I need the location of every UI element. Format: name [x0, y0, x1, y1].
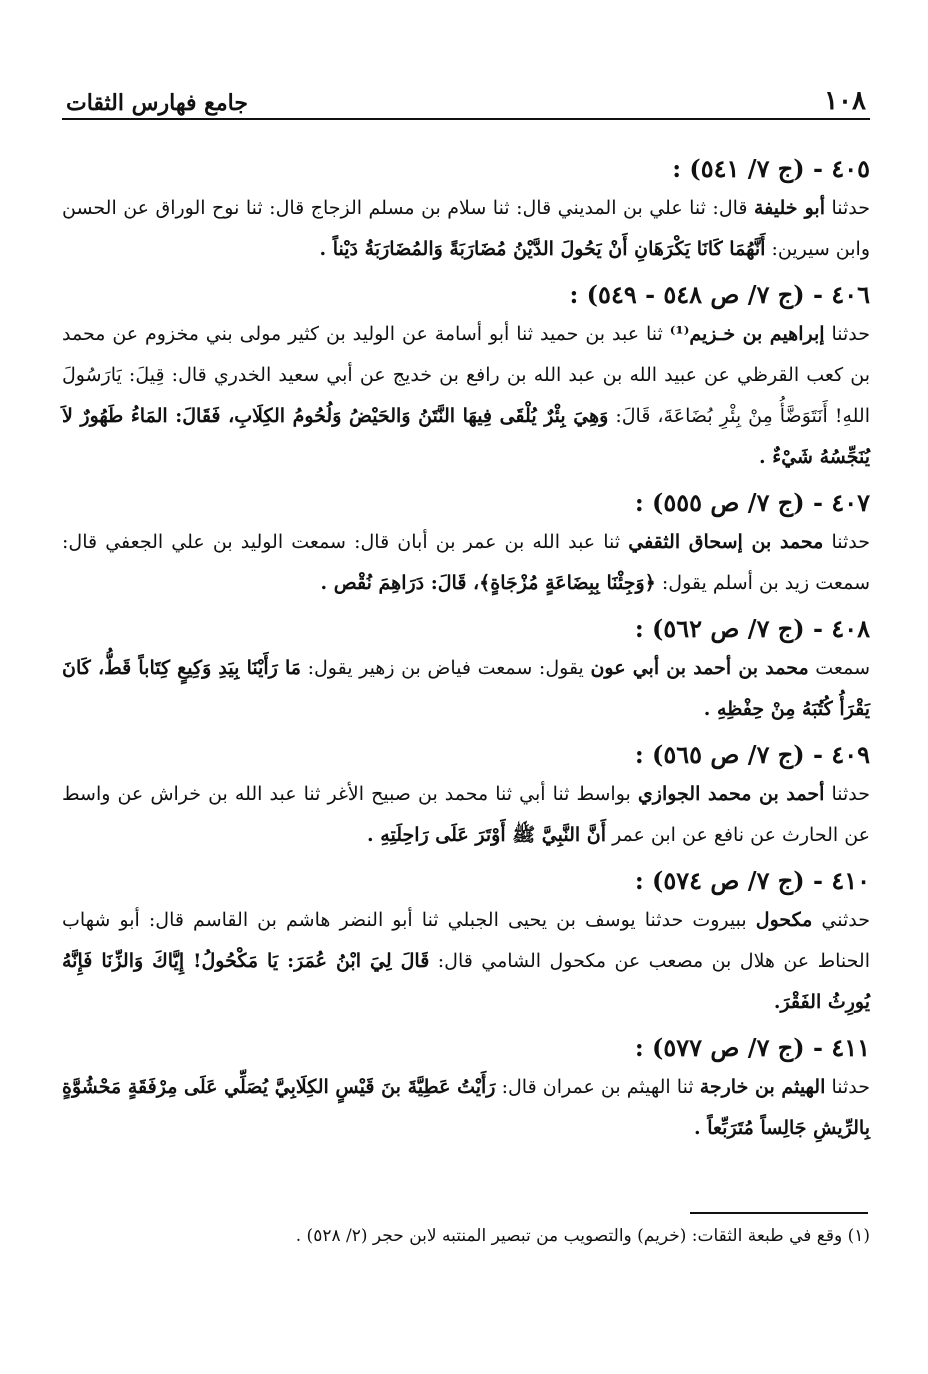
narrator-name: مكحول [755, 909, 813, 931]
entry-body [62, 900, 870, 1023]
entry-body [62, 1067, 870, 1149]
entry-body [62, 774, 870, 856]
document-page [62, 78, 870, 1155]
entry-406 [62, 276, 870, 478]
page-number: ١٠٨ [824, 86, 866, 116]
entry-quote: وَهِيَ بِئْرٌ يُلْقَى فِيهَا النَّتَنُ وَالحَيْضُ وَلُحُومُ الكِلَابِ، فَقَالَ: المَاءُ طَهُورٌ لاَ يُنَجِّسُهُ شَيْءٌ . [62, 405, 870, 468]
entry-409 [62, 736, 870, 856]
entry-intro: حدثنا [831, 1076, 871, 1098]
entry-quote: رَأَيْتُ عَطِيَّةَ بنَ قَيْسٍ الكِلَابِيَّ يُصَلِّي عَلَى مِرْفَقَةٍ مَحْشُوَّةٍ بِالرِّيشِ جَالِساً مُتَرَبِّعاً . [62, 1076, 870, 1139]
entry-heading: ٤٠٧ - (ج ٧/ ص ٥٥٥) : [634, 488, 870, 517]
entry-heading: ٤١٠ - (ج ٧/ ص ٥٧٤) : [634, 866, 870, 895]
narrator-name: إبراهيم بن خـزيم⁽¹⁾ [669, 323, 825, 345]
entry-intro: حدثني [821, 909, 870, 931]
entry-408 [62, 610, 870, 730]
entry-body [62, 314, 870, 478]
entry-quote: قَالَ لِيَ ابْنُ عُمَرَ: يَا مَكْحُولُ! إِيَّاكَ وَالزِّنَا فَإِنَّهُ يُورِثُ الفَقْرَ. [62, 950, 870, 1013]
entry-body [62, 522, 870, 604]
entry-heading: ٤١١ - (ج ٧/ ص ٥٧٧) : [634, 1033, 870, 1062]
entry-heading: ٤٠٦ - (ج ٧/ ص ٥٤٨ - ٥٤٩) : [569, 280, 870, 309]
entry-411 [62, 1029, 870, 1149]
entry-body [62, 648, 870, 730]
narrator-name: الهيثم بن خارجة [699, 1076, 826, 1098]
entry-text: قال: ثنا علي بن المديني قال: ثنا سلام بن مسلم الزجاج قال: ثنا نوح الوراق عن الحسن وابن سيرين: [62, 197, 870, 260]
entry-heading: ٤٠٥ - (ج ٧/ ٥٤١) : [672, 154, 870, 183]
entry-text: بواسط ثنا أبي ثنا محمد بن صبيح الأغر ثنا عبد الله بن خراش عن واسط عن الحارث عن نافع عن ابن عمر [62, 783, 870, 846]
entry-text: ثنا الهيثم بن عمران قال: [501, 1076, 694, 1098]
entry-intro: سمعت [815, 657, 870, 679]
entry-intro: حدثنا [831, 197, 870, 219]
entry-quote: مَا رَأَيْنَا بِيَدِ وَكِيعٍ كِتَاباً قَطُّ، كَانَ يَقْرَأُ كُتُبَهُ مِنْ حِفْظِهِ . [62, 657, 870, 720]
entry-410 [62, 862, 870, 1023]
footnote: (١) وقع في طبعة الثقات: (خريم) والتصويب من تبصير المنتبه لابن حجر (٢/ ٥٢٨) . [295, 1226, 870, 1246]
entry-intro: حدثنا [831, 783, 870, 805]
entry-text: ثنا عبد بن حميد ثنا أبو أسامة عن الوليد بن كثير مولى بني مخزوم عن محمد بن كعب القرظي عن عبيد الله بن عبد الله بن رافع بن خديج عن أبي سعيد الخدري قال: قِيلَ: يَارَسُولَ اللهِ! أَنَتَوَضَّأُ مِنْ بِئْرِ بُضَاعَةَ، قَالَ: [62, 323, 870, 427]
entry-text: ببيروت حدثنا يوسف بن يحيى الجبلي ثنا أبو النضر هاشم بن القاسم قال: أبو شهاب الحناط عن هلال بن مصعب عن مكحول الشامي قال: [62, 909, 871, 972]
narrator-name: محمد بن إسحاق الثقفي [628, 531, 824, 553]
entry-text: يقول: سمعت فياض بن زهير يقول: [307, 657, 584, 679]
entry-405 [62, 150, 870, 270]
entry-407 [62, 484, 870, 604]
page-header [62, 78, 870, 120]
entry-intro: حدثنا [831, 323, 870, 345]
entry-heading: ٤٠٨ - (ج ٧/ ص ٥٦٢) : [634, 614, 870, 643]
narrator-name: محمد بن أحمد بن أبي عون [590, 657, 809, 679]
entry-quote: أَنَّهُمَا كَانَا يَكْرَهَانِ أَنْ يَحُولَ الدَّيْنُ مُضَارَبَةً وَالمُضَارَبَةُ دَيْناً . [319, 238, 766, 260]
footnote-divider [690, 1212, 868, 1214]
entries [62, 150, 870, 1149]
running-title: جامع فهارس الثقات [66, 90, 248, 116]
entry-text: ثنا عبد الله بن عمر بن أبان قال: سمعت الوليد بن علي الجعفي قال: سمعت زيد بن أسلم يقول: [62, 531, 870, 594]
entry-intro: حدثنا [831, 531, 871, 553]
entry-heading: ٤٠٩ - (ج ٧/ ص ٥٦٥) : [634, 740, 870, 769]
narrator-name: أحمد بن محمد الجوازي [637, 783, 825, 805]
entry-quote: أَنَّ النَّبِيَّ ﷺ أَوْتَرَ عَلَى رَاحِلَتِهِ . [367, 824, 607, 846]
entry-body [62, 188, 870, 270]
narrator-name: أبو خليفة [753, 197, 825, 219]
entry-quote: ﴿وَجِئْنَا بِبِضَاعَةٍ مُزْجَاةٍ﴾، قَالَ: دَرَاهِمَ نُقْص . [320, 572, 656, 594]
